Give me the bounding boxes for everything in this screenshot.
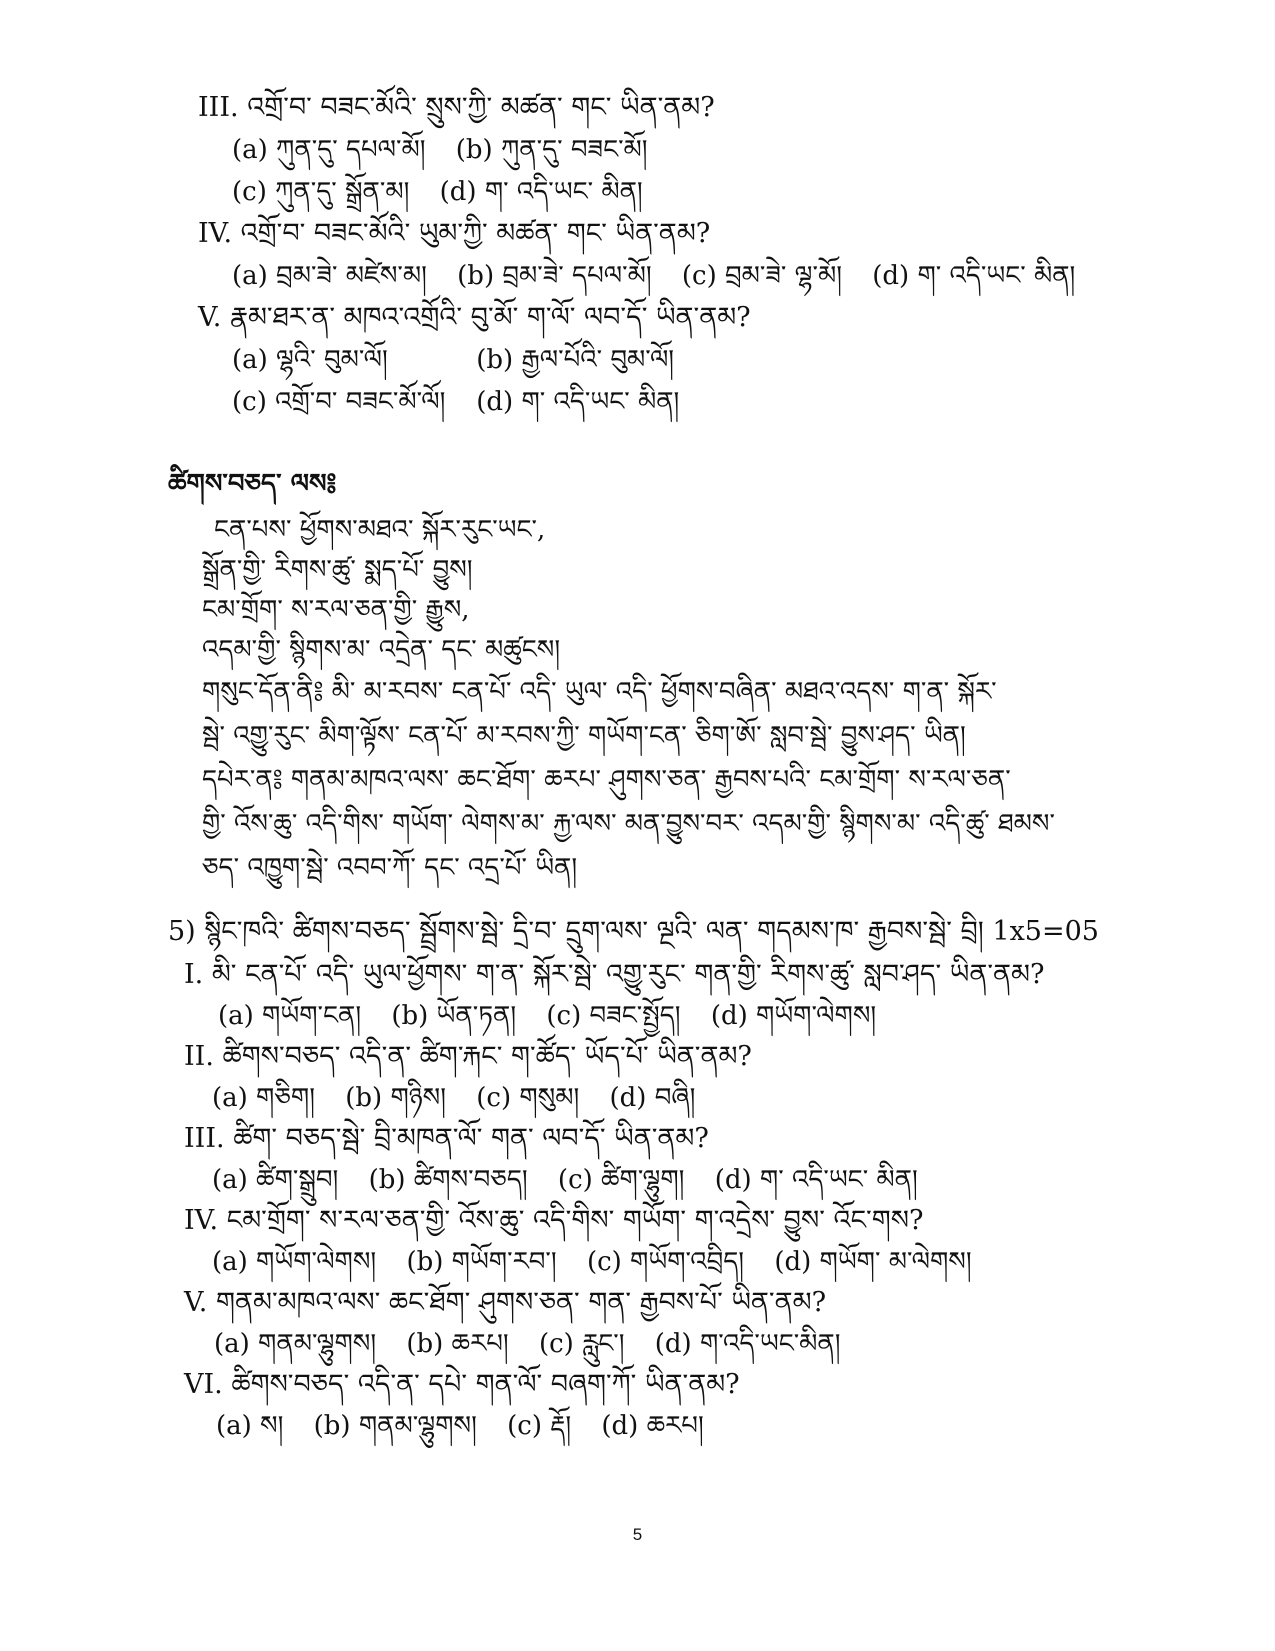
option-a: (a) གཅིག། — [212, 1083, 315, 1113]
answer-options — [232, 340, 674, 380]
section-heading: ཚིགས་བཅད་ ལས༔ — [168, 469, 337, 499]
verse-line: ངན་པས་ ཕྱོགས་མཐའ་ སྐོར་རུང་ཡང་, — [214, 515, 546, 545]
option-d: (d) ག་ འདི་ཡང་ མིན། — [476, 387, 680, 417]
question-number: VI. — [184, 1369, 223, 1400]
meaning-line: གསུང་དོན་ནི༔ མི་ མ་རབས་ ངན་པོ་ འདི་ ཡུལ་ འདི་ ཕྱོགས་བཞིན་ མཐའ་འདས་ ག་ན་ སྐོར་ — [202, 677, 997, 707]
question-number: III. — [184, 1123, 225, 1154]
option-d: (d) བཞི། — [609, 1083, 696, 1113]
question — [184, 1283, 826, 1323]
question-text: ཚིགས་བཅད་ འདི་ན་ ཚིག་རྐང་ ག་ཚོད་ ཡོད་པོ་ ཡིན་ནམ? — [222, 1041, 752, 1072]
question — [184, 1365, 740, 1405]
option-a: (a) ཀུན་དུ་ དཔལ་མོ། — [232, 135, 426, 165]
option-d: (d) ག་ འདི་ཡང་ མིན། — [714, 1165, 918, 1195]
question-number: II. — [184, 1041, 214, 1072]
question-text: ཚིགས་བཅད་ འདི་ན་ དཔེ་ གན་ལོ་ བཞག་ཀོ་ ཡིན་ནམ? — [231, 1369, 740, 1400]
question-text: ཚིག་ བཅད་སྦེ་ བྲི་མཁན་ལོ་ གན་ ལབ་དོ་ ཡིན་ནམ? — [233, 1123, 709, 1154]
section-5-instruction — [168, 912, 1099, 952]
question — [198, 88, 715, 128]
option-a: (a) ཚིག་སྒྲུབ། — [212, 1165, 339, 1195]
option-a: (a) བྲམ་ཟེ་ མཛེས་མ། — [232, 261, 427, 291]
verse-line: ངམ་གྲོག་ ས་རལ་ཅན་གྱི་ རྒྱུས, — [202, 595, 470, 625]
option-d: (d) གཡོག་ལེགས། — [710, 1001, 877, 1031]
verse-line: སྒྲོན་གྱི་ རིགས་ཚུ་ སྨད་པོ་ བྱུས། — [202, 555, 473, 585]
question-text: ངམ་གྲོག་ ས་རལ་ཅན་གྱི་ འོས་ཆུ་ འདི་གིས་ གཡོག་ ག་འདྲེས་ བྱུས་ འོང་གས? — [226, 1205, 924, 1236]
answer-options — [232, 172, 665, 212]
answer-options — [232, 382, 679, 422]
question-text: གནམ་མཁའ་ལས་ ཆང་ཐོག་ ཤུགས་ཅན་ གན་ རྒྱབས་པོ་ ཡིན་ནམ? — [215, 1287, 827, 1318]
option-d: (d) ག་ འདི་ཡང་ མིན། — [872, 261, 1076, 291]
question — [184, 1037, 752, 1077]
answer-options — [214, 1324, 863, 1364]
question-number: IV. — [184, 1205, 219, 1236]
question-text: འགྲོ་བ་ བཟང་མོའི་ སྲུས་ཀྱི་ མཚན་ གང་ ཡིན་ནམ? — [247, 92, 715, 123]
option-c: (c) ཚིག་ལྷུག། — [557, 1165, 685, 1195]
verse-line: འདམ་གྱི་ སྙིགས་མ་ འདྲེན་ དང་ མཚུངས། — [202, 635, 561, 665]
question-number: I. — [184, 959, 204, 990]
answer-options — [212, 1160, 940, 1200]
section-number: 5) — [168, 916, 196, 947]
answer-options — [232, 256, 1097, 296]
answer-options — [232, 130, 670, 170]
option-d: (d) གཡོག་ མ་ལེགས། — [774, 1247, 972, 1277]
option-c: (c) ཀུན་དུ་ སྒྲོན་མ། — [232, 177, 410, 207]
meaning-line: སྦེ་ འགྱུ་རུང་ མིག་ལྟོས་ ངན་པོ་ མ་རབས་ཀྱི་ གཡོག་ངན་ ཅིག་ཨོ་ སླབ་སྦེ་ བྱུས་ཤད་ ཡིན། — [202, 721, 966, 751]
question — [198, 214, 710, 254]
option-b: (b) ཚིགས་བཅད། — [368, 1165, 528, 1195]
option-a: (a) གཡོག་ངན། — [218, 1001, 362, 1031]
option-b: (b) གནམ་ལྷུགས། — [313, 1411, 477, 1441]
question-number: IV. — [198, 218, 233, 249]
meaning-line: ཅད་ འཁྱུག་སྦེ་ འབབ་ཀོ་ དང་ འདྲ་པོ་ ཡིན། — [202, 853, 578, 883]
option-c: (c) བཟང་སྤྱོད། — [546, 1001, 681, 1031]
option-c: (c) གསུམ། — [476, 1083, 580, 1113]
page-number: 5 — [632, 1525, 643, 1544]
option-b: (b) ཆརཔ། — [406, 1329, 509, 1359]
answer-options — [216, 1406, 726, 1446]
question-number: III. — [198, 92, 239, 123]
question-number: V. — [184, 1287, 208, 1318]
option-c: (c) འགྲོ་བ་ བཟང་མོ་ལོ། — [232, 387, 446, 417]
question — [184, 955, 1044, 995]
option-c: (c) གཡོག་འབྲིད། — [586, 1247, 745, 1277]
option-a: (a) གནམ་ལྷུགས། — [214, 1329, 377, 1359]
option-c: (c) རླུང་། — [538, 1329, 625, 1359]
meaning-line: གྱི་ འོས་ཆུ་ འདི་གིས་ གཡོག་ ལེགས་མ་ རྐྱ་ལས་ མན་བྱུས་བར་ འདམ་གྱི་ སྙིགས་མ་ འདི་ཚུ་ ཐམས་ — [202, 809, 1055, 839]
question — [198, 298, 751, 338]
option-b: (b) བྲམ་ཟེ་ དཔལ་མོ། — [457, 261, 652, 291]
option-a: (a) གཡོག་ལེགས། — [212, 1247, 377, 1277]
option-d: (d) ཆརཔ། — [601, 1411, 704, 1441]
option-d: (d) ག་འདི་ཡང་མིན། — [654, 1329, 841, 1359]
option-a: (a) ས། — [216, 1411, 284, 1441]
option-d: (d) ག་ འདི་ཡང་ མིན། — [439, 177, 643, 207]
question-text: འགྲོ་བ་ བཟང་མོའི་ ཡུམ་ཀྱི་ མཚན་ གང་ ཡིན་ནམ? — [240, 218, 711, 249]
option-a: (a) ལྷའི་ བུམ་ལོ། — [232, 345, 388, 375]
question-text: མི་ ངན་པོ་ འདི་ ཡུལ་ཕྱོགས་ ག་ན་ སྐོར་སྦེ་ འགྱུ་རུང་ གན་གྱི་ རིགས་ཚུ་ སླབ་ཤད་ ཡིན་ནམ? — [211, 959, 1045, 990]
option-c: (c) བྲམ་ཟེ་ ལྷ་མོ། — [681, 261, 842, 291]
question-text: རྣམ་ཐར་ན་ མཁའ་འགྲོའི་ བུ་མོ་ ག་ལོ་ ལབ་དོ་ ཡིན་ནམ? — [229, 302, 751, 333]
answer-options — [212, 1242, 994, 1282]
answer-options — [212, 1078, 717, 1118]
instruction-text: སྙིང་ཁའི་ ཚིགས་བཅད་ སྦྲོགས་སྦེ་ དྲི་བ་ དྲུག་ལས་ ལྔའི་ ལན་ གདམས་ཁ་ རྒྱབས་སྦེ་ བྲི། — [204, 916, 984, 947]
question-number: V. — [198, 302, 222, 333]
option-b: (b) ཡོན་ཏན། — [391, 1001, 517, 1031]
option-b: (b) རྒྱལ་པོའི་ བུམ་ལོ། — [476, 345, 675, 375]
question — [184, 1119, 709, 1159]
option-b: (b) གཡོག་རབ་། — [406, 1247, 557, 1277]
question — [184, 1201, 923, 1241]
meaning-line: དཔེར་ན༔ གནམ་མཁའ་ལས་ ཆང་ཐོག་ ཆརཔ་ ཤུགས་ཅན་ རྒྱབས་པའི་ ངམ་གྲོག་ ས་རལ་ཅན་ — [202, 765, 1011, 795]
answer-options — [218, 996, 898, 1036]
option-b: (b) གཉིས། — [345, 1083, 446, 1113]
option-b: (b) ཀུན་དུ་ བཟང་མོ། — [455, 135, 648, 165]
option-c: (c) རྡོ། — [507, 1411, 572, 1441]
marks-label: 1x5=05 — [992, 916, 1099, 947]
